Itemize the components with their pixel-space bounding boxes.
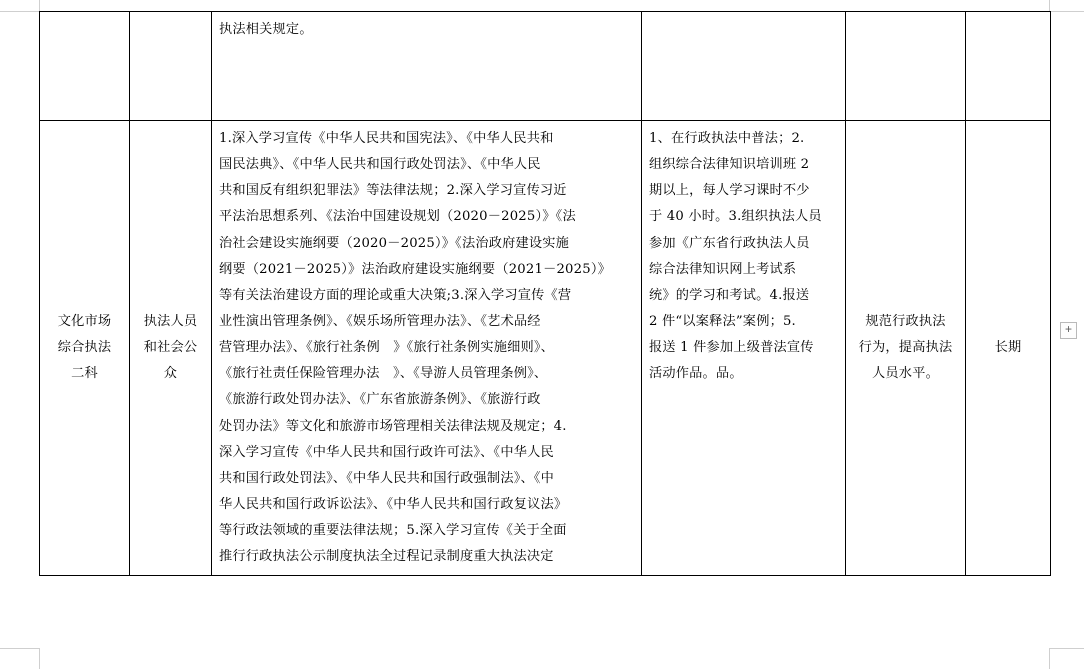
cell-line: 2 件“以案释法”案例；5. xyxy=(649,313,796,329)
cell-line: 共和国反有组织犯罪法》等法律法规；2.深入学习宣传习近 xyxy=(219,183,567,199)
cell-text xyxy=(130,304,211,393)
cell-text xyxy=(966,330,1050,366)
page-guide-bottom-right xyxy=(1049,648,1084,649)
cell-line: 治社会建设实施纲要（2020－2025）》《法治政府建设实施 xyxy=(219,235,570,251)
cell-line: 1.深入学习宣传《中华人民共和国宪法》、《中华人民共和 xyxy=(219,131,554,146)
cell-text xyxy=(846,304,965,393)
cell-line: 共和国行政处罚法》、《中华人民共和国行政强制法》、《中 xyxy=(219,470,555,486)
page-guide-left-top xyxy=(39,0,40,11)
cell-line: 平法治思想系列、《法治中国建设规划（2020－2025）》《法 xyxy=(219,209,576,225)
page-guide-right-bottom xyxy=(1049,648,1050,669)
cell-text xyxy=(642,121,845,392)
cell-goal-continued xyxy=(846,12,966,121)
cell-line: 规范行政执法 xyxy=(865,313,946,329)
cell-line: 和社会公 xyxy=(143,339,198,355)
cell-line: 纲要（2021－2025）》法治政府建设实施纲要（2021－2025）》 xyxy=(219,261,611,277)
cell-audience-continued xyxy=(130,12,212,121)
cell-measures xyxy=(642,121,846,576)
cell-line: 执法相关规定。 xyxy=(219,22,313,37)
cell-line: 国民法典》、《中华人民共和国行政处罚法》、《中华人民 xyxy=(219,157,541,173)
cell-line: 等行政法领域的重要法律法规；5.深入学习宣传《关于全面 xyxy=(219,523,567,539)
cell-content xyxy=(212,121,642,576)
cell-line: 统》的学习和考试。4.报送 xyxy=(649,287,810,303)
page-guide-left-bottom xyxy=(39,648,40,669)
cell-line: 《旅游行政处罚办法》、《广东省旅游条例》、《旅游行政 xyxy=(219,392,541,408)
cell-department xyxy=(40,121,130,576)
cell-line: 等有关法治建设方面的理论或重大决策;3.深入学习宣传《营 xyxy=(219,287,572,303)
cell-line: 文化市场 xyxy=(57,313,112,329)
cell-department-continued xyxy=(40,12,130,121)
legal-publicity-table xyxy=(39,11,1051,576)
cell-line: 二科 xyxy=(71,366,98,382)
cell-line: 营管理办法》、《旅行社条例 》《旅行社条例实施细则》、 xyxy=(219,340,555,356)
cell-goal xyxy=(846,121,966,576)
table-row xyxy=(40,12,1051,121)
cell-line: 业性演出管理条例》、《娱乐场所管理办法》、《艺术品经 xyxy=(219,313,541,329)
page-guide-bottom-left xyxy=(0,648,39,649)
cell-line: 长期 xyxy=(994,339,1022,355)
cell-line: 众 xyxy=(163,366,178,382)
cell-line: 行为，提高执法 xyxy=(858,339,953,355)
cell-content-continued xyxy=(212,12,642,121)
cell-text xyxy=(642,61,845,71)
cell-text xyxy=(40,61,129,71)
cell-text xyxy=(130,61,211,71)
table-row xyxy=(40,121,1051,576)
cell-line: 执法人员 xyxy=(143,313,198,329)
cell-line: 于 40 小时。3.组织执法人员 xyxy=(649,209,822,225)
cell-text xyxy=(846,61,965,71)
cell-line: 人员水平。 xyxy=(872,366,939,382)
cell-text xyxy=(966,61,1050,71)
page-guide-right-top xyxy=(1049,0,1050,11)
cell-line: 综合法律知识网上考试系 xyxy=(649,261,797,277)
page-guide-top-right xyxy=(1049,11,1084,12)
cell-line: 推行行政执法公示制度执法全过程记录制度重大执法决定 xyxy=(219,549,554,565)
cell-text xyxy=(212,12,641,48)
cell-line: 参加《广东省行政执法人员 xyxy=(649,235,810,251)
cell-text xyxy=(40,304,129,393)
cell-line: 期以上，每人学习课时不少 xyxy=(649,183,810,199)
cell-line: 1、在行政执法中普法；2. xyxy=(649,131,805,146)
cell-line: 处罚办法》等文化和旅游市场管理相关法律法规及规定；4. xyxy=(219,418,567,434)
cell-line: 活动作品。品。 xyxy=(649,366,743,382)
cell-audience xyxy=(130,121,212,576)
page-guide-top xyxy=(0,11,39,12)
cell-measures-continued xyxy=(642,12,846,121)
cell-line: 组织综合法律知识培训班 2 xyxy=(649,157,810,173)
cell-line: 华人民共和国行政诉讼法》、《中华人民共和国行政复议法》 xyxy=(219,496,568,512)
cell-text xyxy=(212,121,641,575)
cell-deadline-continued xyxy=(966,12,1051,121)
expand-table-button[interactable]: + xyxy=(1060,322,1077,339)
cell-line: 《旅行社责任保险管理办法 》、《导游人员管理条例》、 xyxy=(219,366,548,382)
cell-line: 报送 1 件参加上级普法宣传 xyxy=(649,340,814,356)
cell-line: 综合执法 xyxy=(57,339,112,355)
cell-line: 深入学习宣传《中华人民共和国行政许可法》、《中华人民 xyxy=(219,444,554,460)
cell-deadline xyxy=(966,121,1051,576)
